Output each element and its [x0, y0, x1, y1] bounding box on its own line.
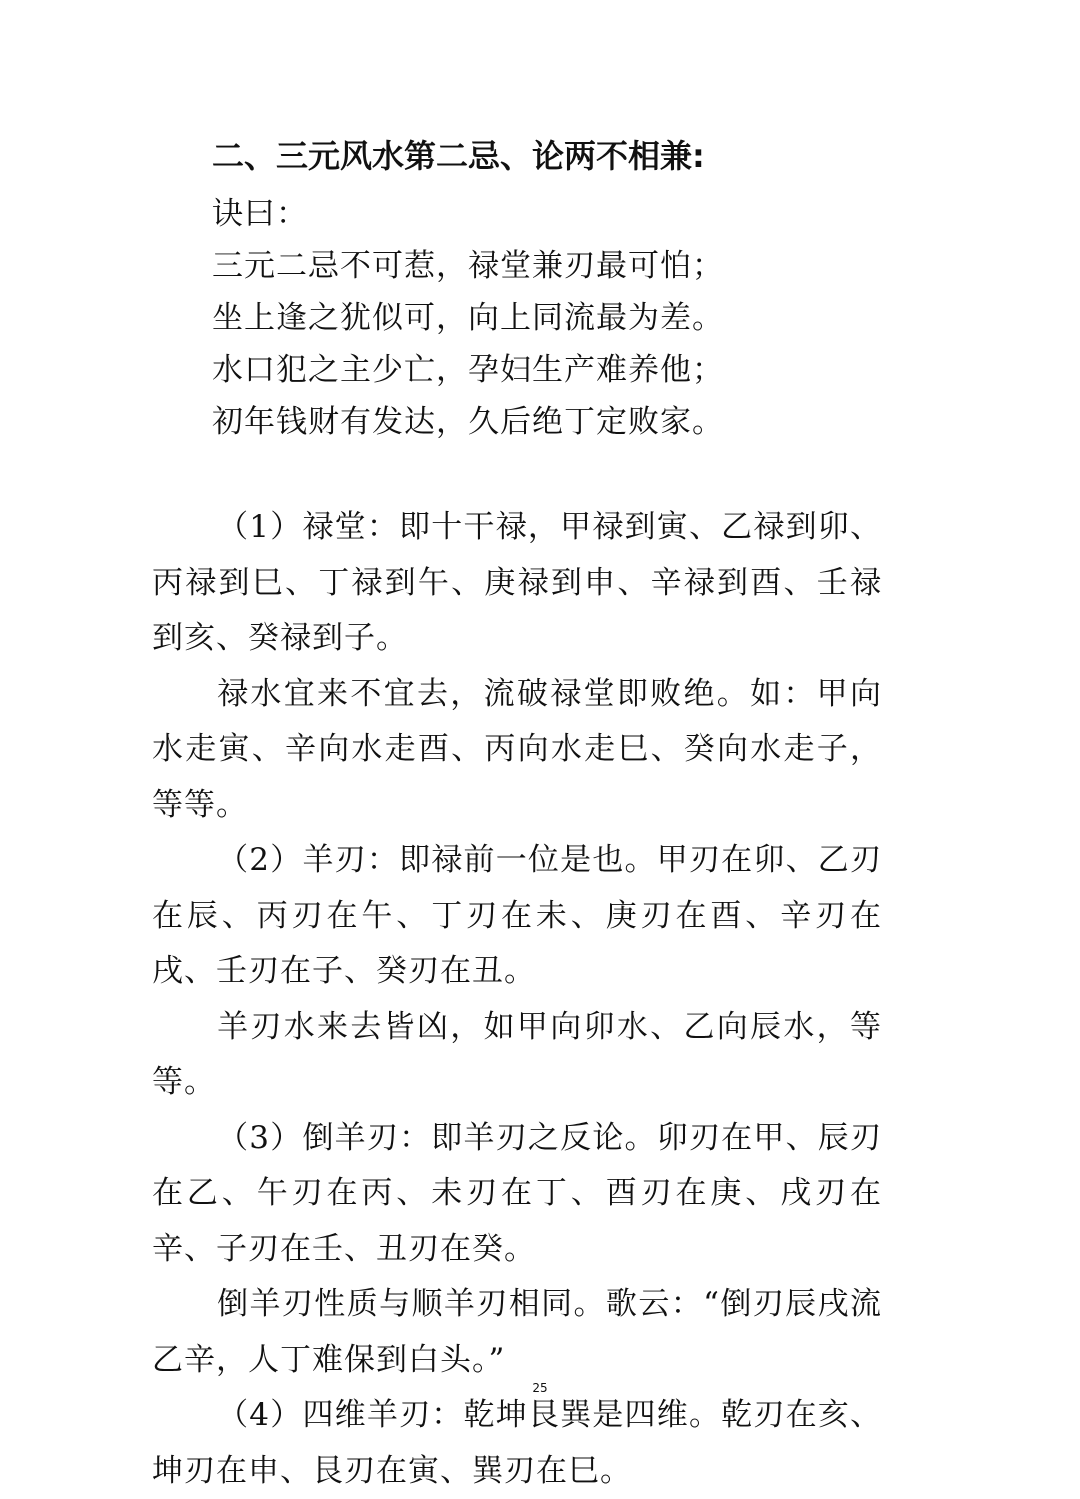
paragraph-yangren: （2）羊刃：即禄前一位是也。甲刃在卯、乙刃在辰、丙刃在午、丁刃在未、庚刃在酉、辛刃在戌、壬刃在子、癸刃在丑。 [152, 842, 882, 989]
paragraph-yangren-water: 羊刃水来去皆凶，如甲向卯水、乙向辰水，等等。 [152, 1008, 882, 1100]
verse-intro: 诀曰： [212, 196, 308, 232]
body-text [152, 500, 882, 1499]
paragraph-lutang: （1）禄堂：即十干禄，甲禄到寅、乙禄到卯、丙禄到巳、丁禄到午、庚禄到申、辛禄到酉、壬禄到亥、癸禄到子。 [152, 509, 882, 656]
verse-line: 水口犯之主少亡，孕妇生产难养他； [212, 352, 724, 388]
page-number: 25 [532, 1381, 548, 1395]
section-heading: 二、三元风水第二忌、论两不相兼: [212, 137, 705, 175]
paragraph-siwei-yangren: （4）四维羊刃：乾坤艮巽是四维。乾刃在亥、坤刃在申、艮刃在寅、巽刃在巳。 [152, 1397, 882, 1489]
paragraph-dao-yangren-song: 倒羊刃性质与顺羊刃相同。歌云：“倒刃辰戌流乙辛，人丁难保到白头。” [152, 1286, 882, 1378]
verse-line: 三元二忌不可惹，禄堂兼刃最可怕； [212, 248, 724, 284]
verse-block [212, 188, 724, 448]
verse-line: 初年钱财有发达，久后绝丁定败家。 [212, 404, 724, 440]
paragraph-lushui: 禄水宜来不宜去，流破禄堂即败绝。如：甲向水走寅、辛向水走酉、丙向水走巳、癸向水走子，等等。 [152, 675, 882, 823]
verse-line: 坐上逢之犹似可，向上同流最为差。 [212, 300, 724, 336]
paragraph-dao-yangren: （3）倒羊刃：即羊刃之反论。卯刃在甲、辰刃在乙、午刃在丙、未刃在丁、酉刃在庚、戌刃在辛、子刃在壬、丑刃在癸。 [152, 1119, 882, 1267]
